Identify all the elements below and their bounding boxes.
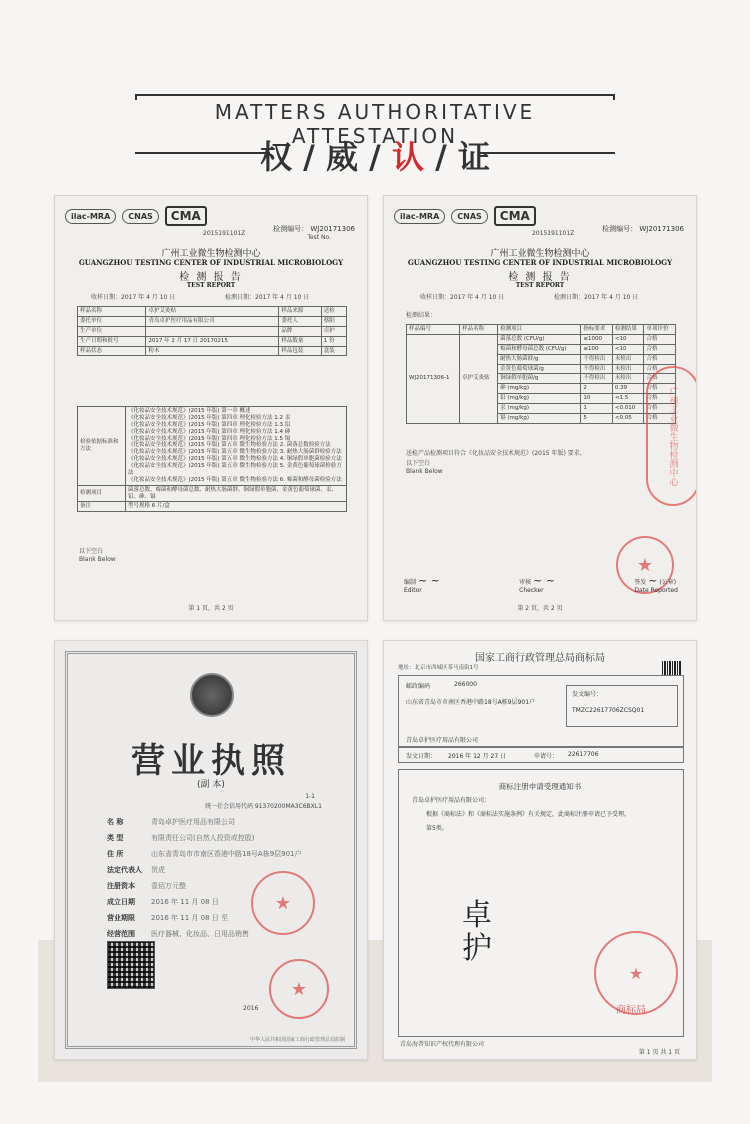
cell: 耐热大肠菌群/g — [498, 354, 581, 364]
license-row — [107, 913, 228, 923]
cell — [146, 326, 279, 336]
report-title-en: TEST REPORT — [186, 282, 236, 289]
registration-stamp: ★ — [251, 871, 315, 935]
cell: 样品名称 — [78, 307, 146, 317]
cell: 不得检出 — [581, 364, 613, 374]
signature-row — [404, 574, 678, 594]
license-value: 山东省青岛市市南区香港中路18号A栋9层901户 — [151, 850, 302, 858]
cell: 未检出 — [612, 354, 644, 364]
license-value: 2016 年 11 月 08 日 至 — [151, 914, 228, 922]
agency-name: 青岛海普知识产权代理有限公司 — [400, 1041, 485, 1048]
cell: 蔡阳 — [321, 316, 346, 326]
cell: 生产日期和批号 — [78, 336, 146, 346]
approver-label-en: Date Reported — [634, 587, 678, 594]
page-number: 第 1 页 共 1 页 — [638, 1049, 680, 1056]
license-title: 营业执照 — [131, 741, 291, 781]
section-header — [0, 70, 750, 180]
header-frame-top — [135, 94, 615, 96]
table-row — [78, 502, 347, 512]
cell: 粉末 — [146, 346, 279, 356]
company-name: 青岛卓护医疗用品有限公司 — [406, 737, 479, 744]
cell: 1 份 — [321, 336, 346, 346]
page-number: 第 2 页，共 2 页 — [517, 605, 563, 612]
blank-below-en: Blank Below — [406, 468, 443, 475]
authority-stamp: ★ — [269, 959, 329, 1019]
cell: ≤1000 — [581, 334, 613, 344]
license-value: 医疗器械、化妆品、日用品销售 — [151, 930, 249, 938]
cell: 委托人 — [279, 316, 321, 326]
cell: 0.39 — [612, 384, 644, 394]
test-report-page-2[interactable] — [383, 195, 697, 621]
logo-char-2: 护 — [462, 931, 492, 966]
stamp-label: (公章) — [659, 579, 677, 586]
cell: 合格 — [644, 384, 676, 394]
editor-label-en: Editor — [404, 587, 422, 594]
cell: 合格 — [644, 413, 676, 423]
cell: 样品状态 — [78, 346, 146, 356]
cell: 盒装 — [321, 346, 346, 356]
method-line: 《化妆品安全技术规范》(2015 年版) 第四章 理化检验方法 1.4 砷 — [128, 428, 291, 435]
cell: 砷 (mg/kg) — [498, 384, 581, 394]
report-title-cn: 检 测 报 告 — [179, 272, 243, 283]
cell: 不得检出 — [581, 354, 613, 364]
cell: <10 — [612, 344, 644, 354]
cell: 合格 — [644, 364, 676, 374]
qr-code-icon — [107, 941, 155, 989]
date-analyzed: 检测日期：2017 年 4 月 10 日 — [554, 294, 639, 301]
cell: 委托单位 — [78, 316, 146, 326]
date-received: 收样日期：2017 年 4 月 10 日 — [420, 294, 505, 301]
license-value: 贺虎 — [151, 866, 165, 874]
cell: 5 — [581, 413, 613, 423]
license-key: 注册资本 — [107, 882, 135, 890]
table-row — [78, 307, 347, 317]
test-number: 检测编号： WJ20171306 — [602, 225, 684, 233]
ilac-logo: ilac-MRA — [394, 209, 445, 224]
org-name-en: GUANGZHOU TESTING CENTER OF INDUSTRIAL MICROBIOLOGY — [78, 258, 344, 267]
header-cell: 单项评价 — [644, 325, 676, 335]
app-number-label: 申请号： — [534, 753, 559, 760]
header-cell: 样品名称 — [460, 325, 498, 335]
logo-char-1: 卓 — [462, 898, 492, 933]
cell: <0.05 — [612, 413, 644, 423]
report-title-cn: 检 测 报 告 — [508, 272, 572, 283]
cell: 10 — [581, 394, 613, 404]
license-key: 经营范围 — [107, 930, 135, 938]
cell: 卓护 — [321, 326, 346, 336]
test-report-page-1[interactable] — [54, 195, 368, 621]
cell: 生产单位 — [78, 326, 146, 336]
cell: 卓护艾灸贴 — [146, 307, 279, 317]
method-line: 《化妆品安全技术规范》(2015 年版) 第五章 微生物检验方法 3. 耐热大肠菌群检验方法 — [128, 449, 342, 456]
remarks-label: 备注 — [78, 502, 126, 512]
issue-year: 2016 — [243, 1005, 259, 1012]
license-key: 成立日期 — [107, 898, 135, 906]
cma-logo: CMA — [165, 206, 207, 226]
header-cell: 检测项目 — [498, 325, 581, 335]
header-cell: 检测结果 — [612, 325, 644, 335]
doc-number: TMZC22617706ZCSQ01 — [572, 707, 645, 714]
org-name-cn: 广州工业微生物检测中心 — [161, 249, 261, 259]
cell: 菌落总数 (CFU/g) — [498, 334, 581, 344]
cell: 样品数量 — [279, 336, 321, 346]
cell: 2 — [581, 384, 613, 394]
cell: 铜绿假单胞菌/g — [498, 374, 581, 384]
app-number: 22617706 — [568, 751, 599, 758]
license-row — [107, 897, 219, 907]
results-label: 检测结果： — [406, 312, 437, 319]
notice-body-1: 根据《商标法》和《商标法实施条例》有关规定，此商标注册申请已予受理。 — [426, 811, 631, 818]
table-row — [78, 336, 347, 346]
conclusion: 送检产品检测项目符合《化妆品安全技术规范》(2015 年版) 要求。 — [406, 450, 586, 457]
header-cell: 样品编号 — [407, 325, 460, 335]
cell: 未检出 — [612, 364, 644, 374]
date-label: 发文日期： — [406, 753, 437, 760]
license-row — [107, 881, 186, 891]
trademark-logo — [462, 899, 492, 965]
cert-number: 2015191101Z — [203, 230, 246, 237]
table-row — [78, 407, 347, 486]
cell: 汞 (mg/kg) — [498, 404, 581, 414]
cnas-logo: CNAS — [451, 209, 488, 224]
sample-name-cell: 卓护艾灸贴 — [460, 334, 498, 423]
method-line: 《化妆品安全技术规范》(2015 年版) 第四章 理化检验方法 1.5 镉 — [128, 435, 291, 442]
license-key: 法定代表人 — [107, 866, 142, 874]
table-row — [78, 485, 347, 502]
date-analyzed: 检测日期：2017 年 4 月 10 日 — [225, 294, 310, 301]
header-cn-title — [0, 132, 750, 178]
national-emblem-icon — [190, 673, 234, 717]
cell: 镉 (mg/kg) — [498, 413, 581, 423]
accreditation-logos — [65, 206, 207, 226]
postcode: 266000 — [454, 681, 477, 688]
official-stamp: ★ — [616, 536, 674, 594]
cell: 送检 — [321, 307, 346, 317]
checker-block — [519, 574, 555, 594]
header-en-title: MATTERS AUTHORITATIVE ATTESTATION — [135, 100, 615, 148]
cell: <1.5 — [612, 394, 644, 404]
date-received: 收样日期：2017 年 4 月 10 日 — [91, 294, 176, 301]
cell: 合格 — [644, 354, 676, 364]
seam-stamp — [646, 366, 697, 506]
cell: 霉菌和酵母菌总数 (CFU/g) — [498, 344, 581, 354]
method-line: 《化妆品安全技术规范》(2015 年版) 第五章 微生物检验方法 2. 菌落总数检验方法 — [128, 442, 331, 449]
method-line: 《化妆品安全技术规范》(2015 年版) 第五章 微生物检验方法 6. 霉菌和酵母菌检验方法 — [128, 476, 342, 483]
checker-label: 审核 — [519, 579, 532, 586]
license-row — [107, 865, 165, 875]
sample-info-table — [77, 306, 347, 356]
cell: 合格 — [644, 394, 676, 404]
blank-below: 以下空白 — [79, 548, 104, 555]
checker-signature-icon: ~ ~ — [533, 574, 556, 587]
cell: 样品包装 — [279, 346, 321, 356]
cell: 未检出 — [612, 374, 644, 384]
license-key: 营业期限 — [107, 914, 135, 922]
accreditation-logos — [394, 206, 536, 226]
table-header-row — [407, 325, 676, 335]
table-row — [78, 346, 347, 356]
recipient-address: 山东省青岛市市南区香港中路18号A栋9层901户 — [406, 699, 536, 706]
credit-code: 统一社会信用代码 91370200MA3C6BXL1 — [205, 803, 322, 810]
office-address: 地址：北京市西城区茶马南街1号 — [398, 665, 479, 671]
cell: 1 — [581, 404, 613, 414]
report-title-en: TEST REPORT — [515, 282, 565, 289]
license-row — [107, 817, 235, 827]
license-value: 2016 年 11 月 08 日 — [151, 898, 219, 906]
cell: ≤100 — [581, 344, 613, 354]
business-license[interactable] — [54, 640, 368, 1060]
cell: 青岛卓护医疗用品有限公司 — [146, 316, 279, 326]
approver-label: 签发 — [634, 579, 647, 586]
cert-number: 2015191101Z — [532, 230, 575, 237]
cell: 品牌 — [279, 326, 321, 336]
cell: 不得检出 — [581, 374, 613, 384]
cell: <0.010 — [612, 404, 644, 414]
license-key: 类 型 — [107, 834, 124, 842]
ilac-logo: ilac-MRA — [65, 209, 116, 224]
table-row — [78, 316, 347, 326]
table-row — [78, 326, 347, 336]
blank-below-en: Blank Below — [79, 556, 116, 563]
cn-title-part-2: / 证 — [423, 138, 490, 176]
results-table — [406, 324, 676, 424]
header-cell: 指标要求 — [581, 325, 613, 335]
page-number: 第 1 页，共 2 页 — [188, 605, 234, 612]
remarks-value: 型号规格 6 片/盒 — [126, 502, 347, 512]
license-value: 有限责任公司(自然人投资或控股) — [151, 834, 255, 842]
license-value: 壹佰万元整 — [151, 882, 186, 890]
editor-label: 编制 — [404, 579, 417, 586]
methods-label: 检验依据标准和方法 — [78, 407, 126, 486]
method-line: 《化妆品安全技术规范》(2015 年版) 第四章 理化检验方法 1.3 铅 — [128, 421, 291, 428]
test-number-en: Test No. — [307, 234, 331, 241]
cell: 金黄色葡萄球菌/g — [498, 364, 581, 374]
license-key: 住 所 — [107, 850, 124, 858]
method-line: 《化妆品安全技术规范》(2015 年版) 第五章 微生物检验方法 4. 铜绿假单胞菌检验方法 — [128, 456, 342, 463]
sample-id-cell: WJ20171306-1 — [407, 334, 460, 423]
cell: 样品来源 — [279, 307, 321, 317]
cn-title-part-1: 权 / 威 / — [260, 138, 392, 176]
license-row — [107, 849, 302, 859]
copy-number: 1-1 — [305, 793, 315, 800]
license-value: 青岛卓护医疗用品有限公司 — [151, 818, 235, 826]
trademark-office-title: 国家工商行政管理总局商标局 — [475, 653, 605, 664]
editor-signature-icon: ~ ~ — [417, 574, 440, 587]
method-line: 《化妆品安全技术规范》(2015 年版) 第一章 概述 — [128, 408, 251, 414]
test-number: 检测编号： WJ20171306 — [273, 225, 355, 233]
approver-signature-icon: ~ — [648, 574, 658, 587]
cell: 合格 — [644, 374, 676, 384]
cell: 铅 (mg/kg) — [498, 394, 581, 404]
doc-number-label: 发文编号： — [572, 691, 603, 698]
license-row — [107, 929, 249, 939]
method-line: 《化妆品安全技术规范》(2015 年版) 第四章 理化检验方法 1.2 汞 — [128, 414, 291, 421]
seam-stamp-text: 广州工业微生物检测中心 — [667, 386, 678, 486]
cma-logo: CMA — [494, 206, 536, 226]
cell: 合格 — [644, 334, 676, 344]
notice-title: 商标注册申请受理通知书 — [498, 782, 582, 791]
cn-title-red-part: 认 — [391, 138, 424, 176]
table-row — [407, 334, 676, 344]
methods-table — [77, 406, 347, 512]
license-key: 名 称 — [107, 818, 124, 826]
notice-body-2: 第5类。 — [426, 825, 448, 832]
org-name-en: GUANGZHOU TESTING CENTER OF INDUSTRIAL MICROBIOLOGY — [407, 258, 673, 267]
items-value: 菌落总数、霉菌和酵母菌总数、耐热大肠菌群、铜绿假单胞菌、金黄色葡萄球菌、汞、铅、砷、镉 — [126, 485, 347, 502]
license-row — [107, 833, 254, 843]
cnas-logo: CNAS — [122, 209, 159, 224]
trademark-notice[interactable] — [383, 640, 697, 1060]
cell: 2017 年 2 月 17 日 20170215 — [146, 336, 279, 346]
cell: <10 — [612, 334, 644, 344]
cell: 合格 — [644, 404, 676, 414]
trademark-office-stamp: ★ — [594, 931, 678, 1015]
editor-block — [404, 574, 440, 594]
approver-block — [634, 574, 678, 594]
stamp-caption: 商标局 — [616, 1005, 646, 1016]
postcode-label: 邮政编码 — [406, 683, 431, 690]
cell: 合格 — [644, 344, 676, 354]
notice-recipient: 青岛卓护医疗用品有限公司： — [412, 797, 491, 804]
method-line: 《化妆品安全技术规范》(2015 年版) 第五章 微生物检验方法 5. 金黄色葡萄球菌检验方法 — [128, 463, 342, 476]
license-bottom-note: 中华人民共和国国家工商行政管理总局监制 — [249, 1037, 345, 1043]
org-name-cn: 广州工业微生物检测中心 — [490, 249, 590, 259]
methods-list — [126, 407, 347, 486]
blank-below: 以下空白 — [406, 460, 431, 467]
license-subtitle: (副 本) — [197, 780, 225, 790]
items-label: 检测项目 — [78, 485, 126, 502]
checker-label-en: Checker — [519, 587, 544, 594]
doc-date: 2016 年 12 月 27 日 — [448, 753, 507, 760]
barcode-icon — [662, 661, 682, 675]
